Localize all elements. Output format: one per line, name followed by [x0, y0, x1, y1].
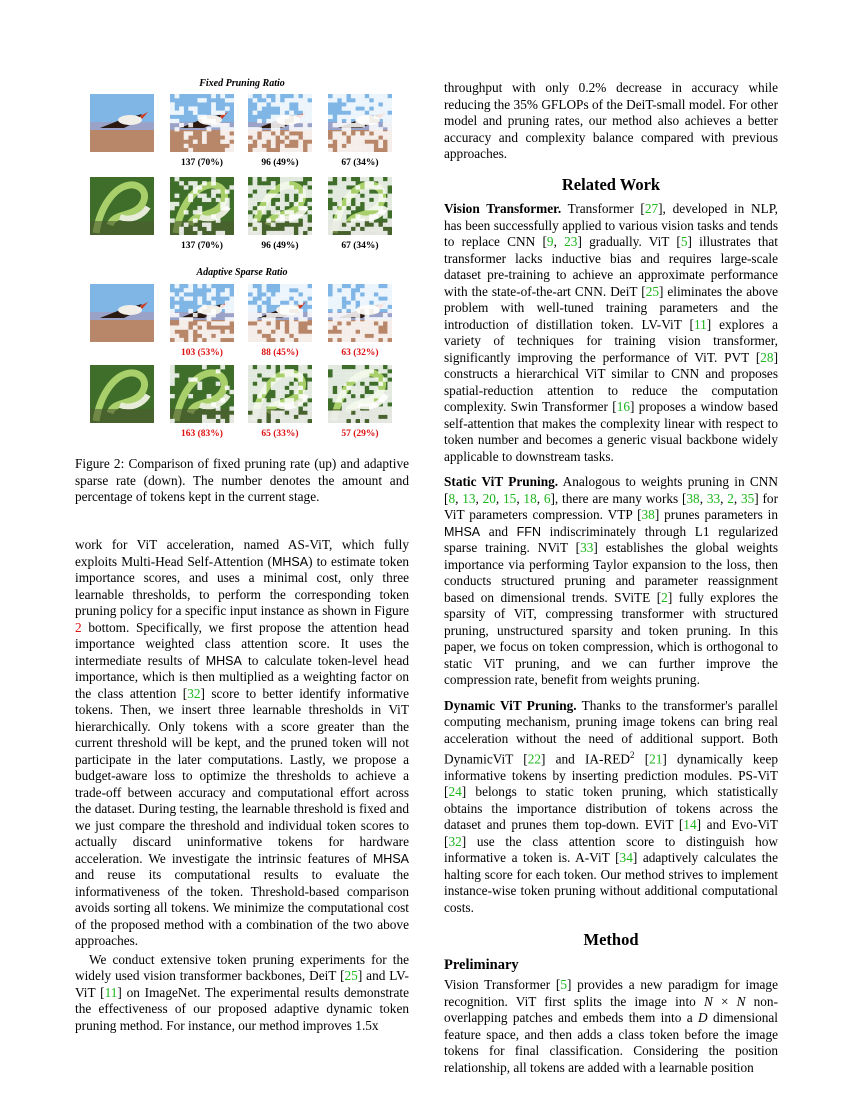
bird-adaptive-label-3: 63 (32%)	[341, 348, 379, 358]
citation-link[interactable]: 5	[560, 977, 567, 993]
dynamic-pruning-paragraph: Dynamic ViT Pruning. Thanks to the transformer's parallel computing mechanism, pruning image tokens can bring real acceleration without the need of additional support. Both DynamicViT [22] and IA-RED$^2$ [21] dynamically keep informative tokens by inserting prediction modules. PS-ViT [24] belongs to static token pruning, which statistically obtains the importance distribution of tokens across the dataset and prunes them top-down. EViT [14] and Evo-ViT [32] use the class attention score to distinguish how informative a token is. A-ViT [34] adaptively calculates the halting score for each token. Our method strives to implement instance-wise token pruning without additional computational costs.	[444, 697, 779, 915]
snake-fixed-label-3: 67 (34%)	[341, 241, 379, 251]
figure-ref[interactable]: 2	[75, 619, 82, 635]
preliminary-heading: Preliminary	[444, 956, 519, 973]
bird-adaptive-stage3-image	[328, 284, 392, 342]
bird-fixed-label-3: 67 (34%)	[341, 158, 379, 168]
citation-link[interactable]: 25	[344, 968, 358, 983]
citation-link[interactable]: 24	[448, 784, 462, 800]
citation-link[interactable]: 35	[740, 490, 755, 506]
citation-link[interactable]: 11	[104, 984, 118, 1000]
citation-link[interactable]: 16	[616, 399, 631, 414]
snake-adaptive-stage3-image	[328, 365, 392, 423]
vision-transformer-paragraph: Vision Transformer. Transformer [27], developed in NLP, has been successfully applied to various vision tasks and tends to replace CNN [9, 23] gradually. ViT [5] illustrates that transformer lacks inductive bias and requires large-scale dataset pre-training to achieve an approximate performance with the state-of-the-art CNN. DeiT [25] eliminates the above problem with well-tuned training parameters and the introduction of distillation token. LV-ViT [11] explores a variety of techniques for training vision transformer, significantly improving the performance of ViT. PVT [28] constructs a hierarchical ViT similar to CNN and proposes spatial-reduction attention to reduce the computation complexity. Swin Transformer [16] proposes a window based self-attention that makes the complexity linear with respect to token number and becomes a generic visual backbone widely applicable to downstream tasks.	[444, 201, 778, 464]
static-pruning-paragraph: Static ViT Pruning. Analogous to weights pruning in CNN [8, 13, 20, 15, 18, 6], there are many works [38, 33, 2, 35] for ViT parameters compression. VTP [38] prunes parameters in MHSA and FFN indiscriminately through L1 regularized sparse training. NViT [33] establishes the global weights importance via performing Taylor expansion to the loss, then conducts structured pruning and parameter reassignment based on dimensional trends. SViTE [2] fully explores the sparsity of ViT, compressing transformer with structured pruning, unstructured sparsity and token pruning. In this paper, we focus on token compression, which is orthogonal to static ViT pruning, and we can further improve the compression rate, benefit from weights pruning.	[444, 474, 778, 687]
method-heading: Method	[583, 930, 639, 950]
citation-link[interactable]: 33	[706, 490, 721, 506]
citation-link[interactable]: 23	[564, 234, 578, 249]
citation-link[interactable]: 8	[448, 490, 456, 506]
citation-link[interactable]: 27	[644, 201, 659, 216]
citation-link[interactable]: 38	[641, 507, 655, 522]
citation-link[interactable]: 11	[693, 316, 707, 332]
bird-fixed-stage3-image	[328, 94, 392, 152]
citation-link[interactable]: 38	[686, 490, 700, 506]
bird-adaptive-stage2-image	[248, 284, 312, 342]
citation-link[interactable]: 32	[448, 833, 462, 849]
snake-fixed-stage3-image	[328, 177, 392, 235]
snake-adaptive-stage1-image	[170, 365, 234, 423]
citation-link[interactable]: 6	[543, 490, 551, 506]
snake-adaptive-label-1: 163 (83%)	[181, 429, 223, 439]
citation-link[interactable]: 5	[680, 234, 688, 249]
snake-adaptive-label-2: 65 (33%)	[261, 429, 299, 439]
citation-link[interactable]: 9	[546, 234, 554, 249]
snake-fixed-label-1: 137 (70%)	[181, 241, 223, 251]
figure-caption: Figure 2: Comparison of fixed pruning rate (up) and adaptive sparse rate (down). The number denotes the amount and percentage of tokens kept in the current stage.	[75, 456, 409, 504]
citation-link[interactable]: 18	[523, 490, 537, 506]
left-column	[75, 537, 409, 1034]
adaptive-sparse-title: Adaptive Sparse Ratio	[196, 267, 288, 278]
bird-adaptive-label-1: 103 (53%)	[181, 348, 223, 358]
citation-link[interactable]: 32	[187, 685, 201, 701]
snake-adaptive-label-3: 57 (29%)	[341, 429, 379, 439]
snake-adaptive-stage2-image	[248, 365, 312, 423]
snake-fixed-stage2-image	[248, 177, 312, 235]
vision-transformer-heading: Vision Transformer.	[444, 201, 562, 216]
figure-2	[75, 78, 409, 453]
bird-original-image-2	[90, 284, 154, 342]
citation-link[interactable]: 22	[527, 751, 542, 767]
citation-link[interactable]: 25	[645, 283, 659, 299]
snake-original-image-2	[90, 365, 154, 423]
right-column	[444, 80, 778, 1076]
citation-link[interactable]: 33	[580, 540, 594, 555]
dynamic-pruning-heading: Dynamic ViT Pruning.	[444, 697, 577, 713]
bird-fixed-stage2-image	[248, 94, 312, 152]
citation-link[interactable]: 34	[619, 850, 633, 866]
snake-fixed-stage1-image	[170, 177, 234, 235]
citation-link[interactable]: 15	[503, 490, 517, 506]
intro-paragraph-2: We conduct extensive token pruning experiments for the widely used vision transformer backbones, DeiT [25] and LV-ViT [11] on ImageNet. The experimental results demonstrate the effectiveness of our proposed adaptive dynamic token pruning method. For instance, our method improves 1.5x	[75, 951, 409, 1033]
bird-fixed-stage1-image	[170, 94, 234, 152]
citation-link[interactable]: 20	[482, 490, 496, 506]
citation-link[interactable]: 2	[727, 490, 734, 506]
bird-fixed-label-2: 96 (49%)	[261, 158, 299, 168]
bird-fixed-label-1: 137 (70%)	[181, 158, 223, 168]
fixed-pruning-title: Fixed Pruning Ratio	[199, 78, 285, 89]
bird-adaptive-label-2: 88 (45%)	[261, 348, 299, 358]
bird-adaptive-stage1-image	[170, 284, 234, 342]
citation-link[interactable]: 14	[683, 817, 697, 833]
citation-link[interactable]: 13	[462, 490, 476, 506]
snake-fixed-label-2: 96 (49%)	[261, 241, 299, 251]
intro-paragraph-1: work for ViT acceleration, named AS-ViT, which fully exploits Multi-Head Self-Attention (MHSA) to estimate token importance scores, and uses a minimal cost, only three learnable thresholds, to perform the corresponding token pruning policy for a specific input instance as shown in Figure 2 bottom. Specifically, we first propose the attention head importance weighted class attention score. It uses the intermediate results of MHSA to calculate token-level head importance, which is then multiplied as a weighting factor on the class attention [32] score to better identify informative tokens. Then, we insert three learnable thresholds in ViT hierarchically. Only tokens with a score greater than the current threshold will be kept, and the pruned token will not participate in the later computations. Lastly, we propose a budget-aware loss to optimize the thresholds to achieve a trade-off between accuracy and computational effort across the dataset. During testing, the learnable threshold is fixed and we just compare the threshold and individual token scores to actually discard uninformative tokens for hardware acceleration. We investigate the intrinsic features of MHSA and reuse its computational results to evaluate the informativeness of the token. Threshold-based comparison avoids sorting all tokens. We minimize the computational cost of the proposed method with a combination of the two above approaches.	[75, 537, 409, 948]
citation-link[interactable]: 2	[661, 589, 668, 605]
bird-original-image	[90, 94, 154, 152]
preliminary-paragraph: Vision Transformer [5] provides a new paradigm for image recognition. ViT first splits the image into N × N non-overlapping patches and embeds them into a D dimensional feature space, and then adds a class token before the image tokens for final classification. Considering the position relationship, all tokens are added with a learnable position	[444, 977, 778, 1075]
related-work-heading: Related Work	[561, 174, 661, 194]
intro-continued: throughput with only 0.2% decrease in accuracy while reducing the 35% GFLOPs of the DeiT-small model. For other model and pruning rates, our method also achieves a better accuracy and complexity balance compared with previous approaches.	[444, 80, 778, 161]
static-pruning-heading: Static ViT Pruning.	[444, 474, 559, 489]
snake-original-image	[90, 177, 154, 235]
citation-link[interactable]: 28	[760, 349, 774, 365]
citation-link[interactable]: 21	[649, 751, 663, 767]
